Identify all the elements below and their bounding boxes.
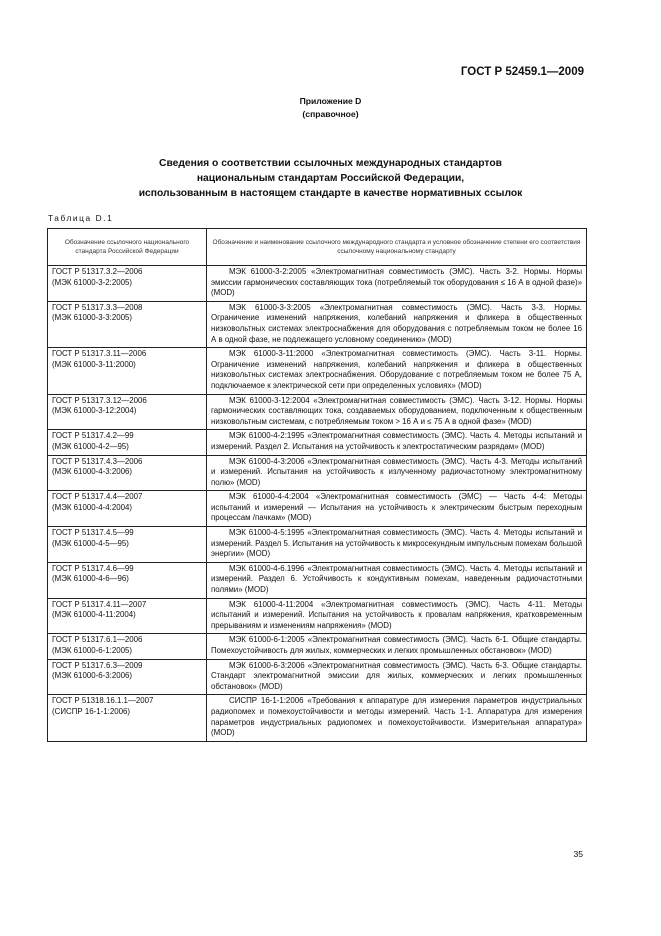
national-standard-cell (48, 430, 207, 455)
national-standard-code: ГОСТ Р 51317.3.11—2006 (52, 349, 147, 359)
national-standard-cell (48, 659, 207, 695)
annex-heading (0, 95, 661, 121)
national-standard-cell (48, 695, 207, 741)
national-standard-cell (48, 266, 207, 302)
table-row (48, 598, 587, 634)
table-row (48, 527, 587, 563)
international-reference: (МЭК 61000-3-12:2004) (52, 406, 137, 416)
international-reference: (МЭК 61000-4-6—96) (52, 574, 129, 584)
annex-subtitle: (справочное) (302, 109, 359, 119)
national-standard-code: ГОСТ Р 51317.4.4—2007 (52, 492, 143, 502)
table-row (48, 695, 587, 741)
international-standard-description: МЭК 61000-3-11:2000 «Электромагнитная совместимость (ЭМС). Часть 3-11. Нормы. Ограничение изменений напряжения, колебаний напряжения и фликера в общественных низковольтных системах электроснабжения. Оборудование с потребляемым током не более 75 А, подключаемое к электрической сети при определенных условиях» (MOD) (211, 349, 582, 390)
international-reference: (МЭК 61000-3-2:2005) (52, 277, 133, 287)
section-heading-line-3: использованным в настоящем стандарте в качестве нормативных ссылок (138, 188, 523, 199)
international-standard-cell (207, 562, 587, 598)
international-reference: (СИСПР 16-1-1:2006) (52, 706, 131, 716)
national-standard-code: ГОСТ Р 51317.4.11—2007 (52, 599, 147, 609)
national-standard-code: ГОСТ Р 51317.6.3—2009 (52, 660, 143, 670)
international-standard-cell (207, 348, 587, 394)
national-standard-code: ГОСТ Р 51317.3.2—2006 (52, 267, 143, 276)
section-heading-line-1: Сведения о соответствии ссылочных международных стандартов (159, 158, 502, 169)
international-reference: (МЭК 61000-6-3:2006) (52, 671, 133, 681)
international-standard-cell (207, 301, 587, 347)
international-standard-cell (207, 491, 587, 527)
table-row (48, 634, 587, 659)
international-reference: (МЭК 61000-3-11:2000) (52, 359, 136, 369)
international-reference: (МЭК 61000-6-1:2005) (52, 646, 133, 655)
international-standard-description: МЭК 61000-4-2:1995 «Электромагнитная совместимость (ЭМС). Часть 4. Методы испытаний и измерений. Раздел 2. Испытания на устойчивость к электростатическим разрядам» (MOD) (211, 431, 582, 451)
international-standard-cell (207, 430, 587, 455)
international-standard-cell (207, 455, 587, 491)
national-standard-code: ГОСТ Р 51317.4.2—99 (52, 431, 134, 441)
international-standard-cell (207, 598, 587, 634)
national-standard-cell (48, 491, 207, 527)
international-reference: (МЭК 61000-4-2—95) (52, 441, 129, 451)
international-standard-description: МЭК 61000-6-1:2005 «Электромагнитная совместимость (ЭМС). Часть 6-1. Общие стандарты. Помехоустойчивость для жилых, коммерческих и легких промышленных обстановок» (MOD) (211, 635, 582, 655)
international-standard-cell (207, 634, 587, 659)
national-standard-cell (48, 562, 207, 598)
correspondence-table (47, 228, 587, 742)
national-standard-code: ГОСТ Р 51317.6.1—2006 (52, 635, 143, 645)
table-row (48, 348, 587, 394)
national-standard-cell (48, 455, 207, 491)
national-standard-cell (48, 301, 207, 347)
national-standard-cell (48, 598, 207, 634)
column-header-national: Обозначение ссылочного национального стандарта Российской Федерации (48, 229, 207, 266)
national-standard-code: ГОСТ Р 51317.3.3—2008 (52, 302, 143, 312)
international-standard-description: МЭК 61000-6-3:2006 «Электромагнитная совместимость (ЭМС). Часть 6-3. Общие стандарты. Стандарт электромагнитной эмиссии для жилых, коммерческих и легких промышленных обстановок» (MOD) (211, 660, 582, 691)
table-row (48, 430, 587, 455)
column-header-international: Обозначение и наименование ссылочного международного стандарта и условное обозначение степени его соответствия ссылочному национальному стандарту (207, 229, 587, 266)
national-standard-code: ГОСТ Р 51317.4.3—2006 (52, 456, 143, 466)
international-standard-description: СИСПР 16-1-1:2006 «Требования к аппаратуре для измерения параметров индустриальных радиопомех и помехоустойчивости и методы измерений. Часть 1-1. Аппаратура для измерения параметров индустриальных радиопомех и помехоустойчивости. Измерительная аппаратура» (MOD) (211, 696, 582, 738)
international-standard-cell (207, 659, 587, 695)
international-standard-description: МЭК 61000-3-3:2005 «Электромагнитная совместимость (ЭМС). Часть 3-3. Нормы. Ограничение изменений напряжения, колебаний напряжения и фликера в общественных низковольтных системах электроснабжения для оборудования с потребляемым током не более 16 А в одной фазе, не подлежащего условному соединению» (MOD) (211, 302, 582, 344)
international-reference: (МЭК 61000-4-5—95) (52, 538, 129, 548)
international-standard-cell (207, 266, 587, 302)
international-standard-cell (207, 394, 587, 430)
international-reference: (МЭК 61000-4-3:2006) (52, 467, 133, 477)
national-standard-code: ГОСТ Р 51318.16.1.1—2007 (52, 696, 154, 706)
international-standard-description: МЭК 61000-4-4:2004 «Электромагнитная совместимость (ЭМС) — Часть 4-4: Методы испытаний и измерений — Испытания на устойчивость к электрическим быстрым переходным процессам /пачкам» (MOD) (211, 492, 582, 523)
table-row (48, 491, 587, 527)
international-reference: (МЭК 61000-4-4:2004) (52, 502, 133, 512)
national-standard-cell (48, 348, 207, 394)
table-row (48, 562, 587, 598)
annex-title: Приложение D (299, 96, 362, 106)
international-reference: (МЭК 61000-4-11:2004) (52, 610, 136, 620)
international-standard-description: МЭК 61000-3-2:2005 «Электромагнитная совместимость (ЭМС). Часть 3-2. Нормы. Нормы эмиссии гармонических составляющих тока (потребляемый ток оборудования ≤ 16 А в одной фазе)» (MOD) (211, 267, 582, 298)
international-standard-description: МЭК 61000-4-6.1996 «Электромагнитная совместимость (ЭМС). Часть 4. Методы испытаний и измерений. Раздел 6. Устойчивость к кондуктивным помехам, наведенным радиочастотными полями» (MOD) (211, 563, 582, 595)
international-standard-description: МЭК 61000-4-11:2004 «Электромагнитная совместимость (ЭМС). Часть 4-11. Методы испытаний и измерений. Испытания на устойчивость к провалам напряжения, кратковременным прерываниям и изменениям напряжения» (MOD) (211, 599, 582, 630)
section-heading (0, 156, 661, 201)
international-standard-description: МЭК 61000-4-3:2006 «Электромагнитная совместимость (ЭМС). Часть 4-3. Методы испытаний и измерений. Испытания на устойчивость к излученному радиочастотному электромагнитному полю» (MOD) (211, 456, 582, 487)
international-standard-cell (207, 695, 587, 741)
section-heading-line-2: национальным стандартам Российской Федерации, (196, 173, 465, 184)
national-standard-code: ГОСТ Р 51317.4.5—99 (52, 528, 134, 538)
national-standard-cell (48, 394, 207, 430)
international-standard-description: МЭК 61000-3-12:2004 «Электромагнитная совместимость (ЭМС). Часть 3-12. Нормы. Нормы гармонических составляющих тока, создаваемых оборудованием, подключенным к общественным низковольтным системам, с потребляемым током > 16 А и ≤ 75 А в одной фазе» (MOD) (211, 395, 582, 426)
national-standard-cell (48, 634, 207, 659)
table-row (48, 455, 587, 491)
international-standard-description: МЭК 61000-4-5:1995 «Электромагнитная совместимость (ЭМС). Часть 4. Методы испытаний и измерений. Раздел 5. Испытания на устойчивость к микросекундным импульсным помехам большой энергии» (MOD) (211, 528, 582, 559)
national-standard-cell (48, 527, 207, 563)
table-row (48, 301, 587, 347)
standard-designation: ГОСТ Р 52459.1—2009 (460, 66, 584, 78)
national-standard-code: ГОСТ Р 51317.3.12—2006 (52, 395, 147, 405)
national-standard-code: ГОСТ Р 51317.4.6—99 (52, 563, 134, 573)
table-row (48, 659, 587, 695)
table-row (48, 394, 587, 430)
table-row (48, 266, 587, 302)
table-label: Таблица D.1 (48, 213, 114, 223)
international-reference: (МЭК 61000-3-3:2005) (52, 313, 133, 323)
table-header-row (48, 229, 587, 266)
international-standard-cell (207, 527, 587, 563)
page-number: 35 (573, 849, 583, 859)
